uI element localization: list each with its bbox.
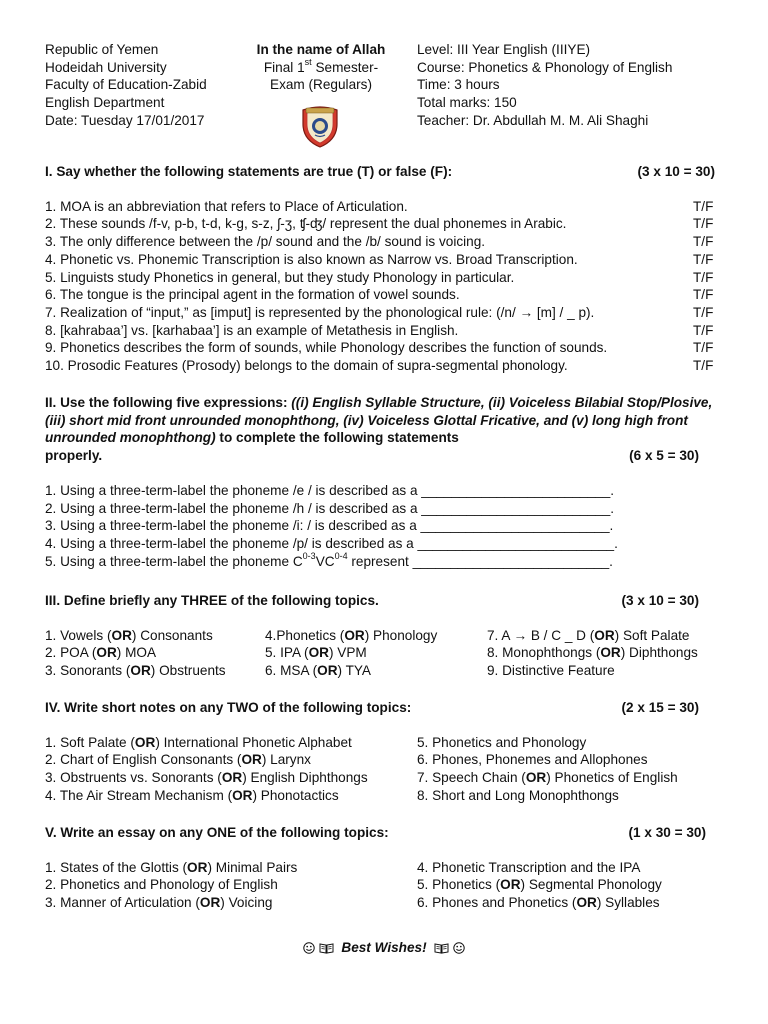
topic-item [265,662,487,680]
statement-text: 9. Phonetics describes the form of sounds, while Phonology describes the function of sounds. [45,340,608,356]
university-logo-icon [297,104,343,148]
or-keyword: OR [594,627,615,643]
blank-text: represent __________________________. [347,553,613,569]
topic-text: 5. IPA ( [265,645,309,661]
blank-sup: 0-3 [302,551,316,562]
topic-item [45,876,417,894]
header-center [240,41,402,94]
topic-item [45,751,417,769]
topic-item [265,644,487,662]
header-right-line: Teacher: Dr. Abdullah M. M. Ali Shaghi [417,112,649,128]
topic-text: ) Minimal Pairs [207,859,298,875]
topic-item [45,627,265,645]
or-keyword: OR [134,734,156,750]
book-icon [434,942,449,954]
statement-text: 7. Realization of “input,” as [imput] is represented by the phonological rule: (/n/ → [m] / _ p). [45,304,595,320]
topic-text: 3. Obstruents vs. Sonorants ( [45,770,222,786]
blank-item: 4. Using a three-term-label the phoneme /p/ is described as a __________________________. [45,535,618,551]
blank-sup: 0-4 [334,551,348,562]
section-heading-text: IV. Write short notes on any TWO of the following topics: [45,700,412,715]
tf-answer: T/F [693,198,714,214]
topic-text: ) TYA [337,663,372,679]
topic-text: ) Larynx [261,752,311,768]
topic-text: 1. States of the Glottis ( [45,859,188,875]
header-right-line: Time: 3 hours [417,77,500,93]
topic-item [45,644,265,662]
or-keyword: OR [130,663,151,679]
exam-sup: st [304,57,312,68]
topic-item [417,769,727,787]
section-true-false [45,163,727,375]
topic-text: ) International Phonetic Alphabet [155,734,352,750]
or-keyword: OR [317,663,338,679]
section-heading-text: to complete the following statements [215,430,459,446]
section-heading [45,824,706,842]
header-exam-type: Exam (Regulars) [270,77,372,93]
statement-row [45,286,727,304]
tf-answer: T/F [693,234,714,250]
topic-text: 6. MSA ( [265,663,318,679]
topic-item [417,876,727,894]
topic-text: 1. Vowels ( [45,627,112,643]
topic-grid [45,627,727,680]
exam-text: Semester- [311,59,379,75]
blank-text: VC [315,553,335,569]
book-icon [319,942,334,954]
or-keyword: OR [600,645,621,661]
topic-text: ) Syllables [596,895,660,911]
section-marks: (3 x 10 = 30) [621,593,699,608]
statement-text: 10. Prosodic Features (Prosody) belongs to the domain of supra-segmental phonology. [45,358,568,374]
topic-item [417,787,727,805]
statement-row [45,198,727,216]
topic-text: 8. Short and Long Monophthongs [417,787,619,803]
topic-text: ) Consonants [131,627,213,643]
topic-text: ) Soft Palate [614,627,690,643]
section-essay [45,824,727,912]
statement-text: 6. The tongue is the principal agent in the formation of vowel sounds. [45,287,460,303]
tf-answer: T/F [693,340,714,356]
section-heading [45,592,699,610]
or-keyword: OR [344,627,365,643]
statement-row [45,339,727,357]
topic-item [45,787,417,805]
section-define [45,592,727,680]
topic-grid [45,734,727,805]
topic-item [417,894,727,912]
section-heading [45,394,715,447]
section-heading-text: I. Say whether the following statements are true (T) or false (F): [45,164,453,179]
header-right-line: Level: III Year English (IIIYE) [417,42,591,57]
topic-text: ) Diphthongs [620,645,698,661]
tf-answer: T/F [693,216,714,232]
blank-item [45,553,727,571]
topic-text: 2. Chart of English Consonants ( [45,752,242,768]
topic-text: ) Obstruents [150,663,226,679]
statement-row [45,322,727,340]
or-keyword: OR [111,627,132,643]
topic-text: 8. Monophthongs ( [487,645,601,661]
or-keyword: OR [241,752,262,768]
topic-text: 2. Phonetics and Phonology of English [45,877,278,893]
tf-answer: T/F [693,322,714,338]
statement-row [45,357,727,375]
header-left-line: Republic of Yemen [45,42,159,57]
topic-text: 3. Manner of Articulation ( [45,895,200,911]
tf-answer: T/F [693,358,714,374]
section-heading-text: V. Write an essay on any ONE of the following topics: [45,825,389,840]
tf-answer: T/F [693,269,714,285]
topic-text: 6. Phones, Phonemes and Allophones [417,752,648,768]
topic-text: ) Phonology [364,627,438,643]
tf-answer: T/F [693,304,714,320]
statement-text: 1. MOA is an abbreviation that refers to Place of Articulation. [45,198,408,214]
section-marks: (3 x 10 = 30) [637,164,715,179]
or-keyword: OR [500,877,521,893]
blank-item: 1. Using a three-term-label the phoneme /e / is described as a _________________________. [45,482,615,498]
smiley-icon [453,942,465,954]
topic-text: ) MOA [116,645,157,661]
header-left-line: Date: Tuesday 17/01/2017 [45,112,205,128]
statement-row [45,215,727,233]
section-short-notes [45,699,727,805]
topic-text: 5. Phonetics and Phonology [417,734,587,750]
topic-item [487,662,727,680]
section-marks: (2 x 15 = 30) [621,700,699,715]
topic-text: ) VPM [328,645,367,661]
or-keyword: OR [199,895,221,911]
wishes-text: Best Wishes! [341,940,427,955]
best-wishes [0,939,768,957]
header-right-line: Course: Phonetics & Phonology of English [417,59,673,75]
header-exam-line [240,59,402,77]
statement-row [45,269,727,287]
topic-item [45,734,417,752]
topic-item [45,769,417,787]
header-right-line: Total marks: 150 [417,95,517,111]
topic-text: 1. Soft Palate ( [45,734,135,750]
tf-answer: T/F [693,251,714,267]
header-title: In the name of Allah [256,42,386,57]
or-keyword: OR [232,787,253,803]
statement-text: 4. Phonetic vs. Phonemic Transcription is also known as Narrow vs. Broad Transcription. [45,251,578,267]
topic-item [45,894,417,912]
topic-text: 7. Speech Chain ( [417,770,526,786]
or-keyword: OR [308,645,329,661]
statement-text: 3. The only difference between the /p/ sound and the /b/ sound is voicing. [45,234,486,250]
topic-grid [45,859,727,912]
statement-text: 8. [kahrabaa’] vs. [karhabaa’] is an example of Metathesis in English. [45,322,459,338]
topic-text: ) Segmental Phonology [520,877,662,893]
topic-text: 4. Phonetic Transcription and the IPA [417,859,641,875]
topic-item [487,644,727,662]
or-keyword: OR [96,645,117,661]
topic-text: ) Phonotactics [252,787,339,803]
topic-text: 4.Phonetics ( [265,627,345,643]
topic-text: 6. Phones and Phonetics ( [417,895,577,911]
topic-item [45,859,417,877]
topic-item [487,627,727,645]
topic-item [265,627,487,645]
topic-text: 4. The Air Stream Mechanism ( [45,787,233,803]
section-heading [45,447,699,465]
statement-row [45,233,727,251]
section-fill-blanks [45,394,727,570]
topic-text: ) Phonetics of English [546,770,678,786]
section-heading-text: III. Define briefly any THREE of the following topics. [45,593,379,608]
tf-answer: T/F [693,287,714,303]
topic-text: 3. Sonorants ( [45,663,131,679]
header-right [417,41,737,130]
header-left [45,41,260,130]
section-marks: (1 x 30 = 30) [628,825,706,840]
section-heading-text: properly. [45,448,103,464]
topic-item [417,859,727,877]
header-left-line: Hodeidah University [45,59,167,75]
topic-text: ) English Diphthongs [242,770,368,786]
topic-item [417,734,727,752]
or-keyword: OR [187,859,208,875]
section-marks: (6 x 5 = 30) [629,448,699,464]
section-heading [45,163,727,181]
exam-text: Final 1 [263,59,305,75]
or-keyword: OR [576,895,597,911]
section-heading [45,699,699,717]
blank-text: 5. Using a three-term-label the phoneme C [45,553,303,569]
header-left-line: Faculty of Education-Zabid [45,77,207,93]
topic-item [45,662,265,680]
header-left-line: English Department [45,95,165,111]
blank-item: 2. Using a three-term-label the phoneme /h / is described as a _________________________. [45,500,615,516]
topic-text: 5. Phonetics ( [417,877,501,893]
smiley-icon [303,942,315,954]
expression-list: ((i) English Syllable Structure, (ii) Voiceless Bilabial Stop/Plosive, (iii) short mid front unrounded monophthong, (iv) Voiceless Glottal Fricative, and (v) long high front unrounded monophthong) [45,395,713,446]
statement-text: 2. These sounds /f-v, p-b, t-d, k-g, s-z, ʃ-ʒ, ʧ-ʤ/ represent the dual phonemes in Arabic. [45,216,567,232]
or-keyword: OR [525,770,547,786]
topic-text: 7. A → B / C _ D ( [487,627,595,643]
topic-text: 2. POA ( [45,645,97,661]
statement-row [45,251,727,269]
section-heading-text: II. Use the following five expressions: [45,395,292,410]
topic-text: ) Voicing [220,895,273,911]
statement-text: 5. Linguists study Phonetics in general, but they study Phonology in particular. [45,269,515,285]
or-keyword: OR [221,770,243,786]
blank-item: 3. Using a three-term-label the phoneme /i: / is described as a _________________________. [45,518,614,534]
topic-text: 9. Distinctive Feature [487,663,615,679]
topic-item [417,751,727,769]
statement-row [45,304,727,322]
